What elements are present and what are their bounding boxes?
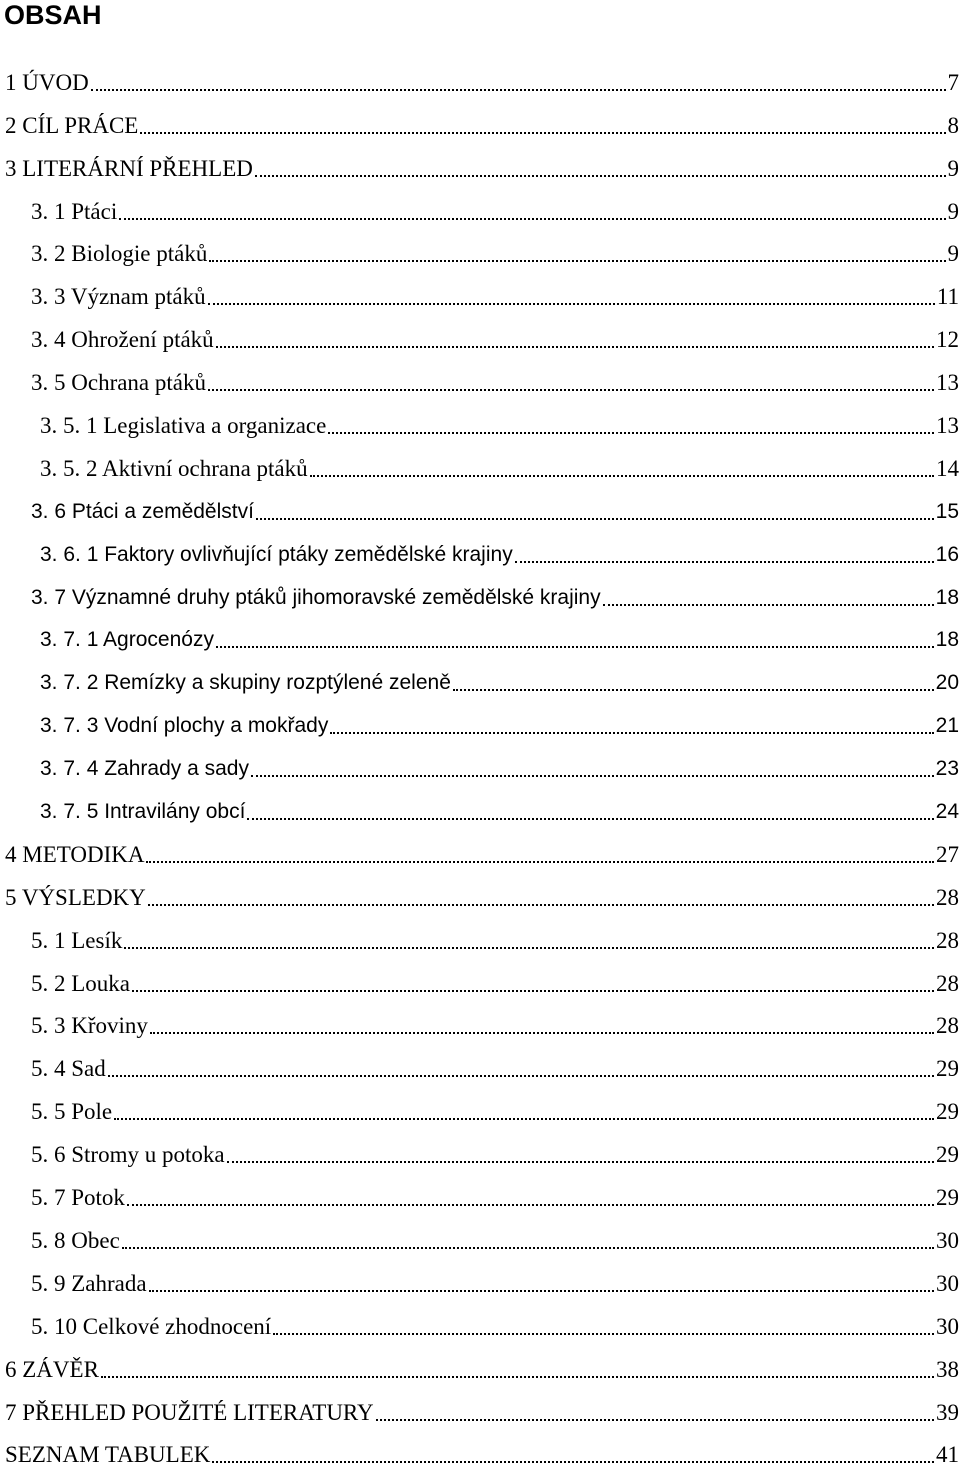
toc-entry[interactable] [0,1040,960,1083]
toc-entry[interactable] [0,1341,960,1384]
toc-entry-label: 7 PŘEHLED POUŽITÉ LITERATURY [5,1399,374,1427]
dot-leader [122,1246,934,1249]
toc-entry[interactable] [0,97,960,140]
toc-entry-page-number: 28 [936,1012,959,1040]
toc-entry[interactable] [0,740,960,783]
toc-entry-page-number: 8 [948,112,960,140]
toc-entry-label: 4 METODIKA [5,841,144,869]
dot-leader [146,860,934,863]
toc-entry-label: 3. 4 Ohrožení ptáků [31,326,214,354]
toc-entry[interactable] [0,440,960,483]
toc-entry-page-number: 14 [936,455,959,483]
toc-entry-label: 3. 5. 1 Legislativa a organizace [40,412,326,440]
toc-entry-label: 3. 7. 5 Intravilány obcí [40,798,245,826]
toc-entry-page-number: 18 [936,626,959,654]
toc-entry-page-number: 15 [936,498,959,526]
toc-entry-label: 5. 1 Lesík [31,927,122,955]
dot-leader [328,431,934,434]
toc-entry-label: 5. 3 Křoviny [31,1012,148,1040]
toc-entry-label: 3. 7 Významné druhy ptáků jihomoravské zemědělské krajiny [31,584,601,612]
toc-entry-page-number: 30 [936,1270,959,1298]
toc-entry-page-number: 29 [936,1098,959,1126]
toc-entry[interactable] [0,526,960,569]
toc-entry-page-number: 7 [948,69,960,97]
dot-leader [603,603,934,606]
dot-leader [515,560,934,563]
toc-entry-page-number: 28 [936,884,959,912]
toc-entry-label: 6 ZÁVĚR [5,1356,99,1384]
toc-entry-page-number: 11 [937,283,959,311]
dot-leader [108,1074,934,1077]
toc-entry[interactable] [0,783,960,826]
toc-entry-label: 3. 6. 1 Faktory ovlivňující ptáky zemědělské krajiny [40,541,513,569]
toc-entry-page-number: 21 [936,712,959,740]
page-title: OBSAH [4,0,102,30]
dot-leader [124,946,934,949]
dot-leader [216,345,934,348]
toc-entry-page-number: 13 [936,369,959,397]
toc-entry[interactable] [0,54,960,97]
toc-entry-page-number: 16 [936,541,959,569]
toc-entry[interactable] [0,1427,960,1469]
toc-entry-label: SEZNAM TABULEK [5,1441,210,1469]
toc-entry[interactable] [0,1169,960,1212]
toc-entry-page-number: 41 [936,1441,959,1469]
dot-leader [247,817,933,820]
toc-entry-page-number: 38 [936,1356,959,1384]
toc-entry[interactable] [0,354,960,397]
toc-entry[interactable] [0,140,960,183]
dot-leader [212,1460,934,1463]
toc-entry[interactable] [0,268,960,311]
toc-entry-label: 3. 5. 2 Aktivní ochrana ptáků [40,455,308,483]
toc-entry-page-number: 9 [948,240,960,268]
toc-entry-label: 3. 1 Ptáci [31,198,117,226]
toc-entry[interactable] [0,1298,960,1341]
toc-entry[interactable] [0,226,960,269]
toc-entry-page-number: 29 [936,1141,959,1169]
toc-entry-page-number: 12 [936,326,959,354]
dot-leader [91,88,946,91]
toc-entry-label: 2 CÍL PRÁCE [5,112,138,140]
toc-entry-label: 5 VÝSLEDKY [5,884,146,912]
toc-entry-label: 5. 4 Sad [31,1055,106,1083]
toc-entry-label: 1 ÚVOD [5,69,89,97]
dot-leader [256,517,934,520]
toc-entry-label: 5. 10 Celkové zhodnocení [31,1313,271,1341]
dot-leader [227,1160,934,1163]
dot-leader [127,1203,934,1206]
toc-entry-label: 5. 9 Zahrada [31,1270,147,1298]
dot-leader [132,989,934,992]
dot-leader [148,903,934,906]
toc-entry[interactable] [0,1255,960,1298]
toc-entry[interactable] [0,397,960,440]
toc-entry[interactable] [0,912,960,955]
toc-entry[interactable] [0,1384,960,1427]
dot-leader [255,174,946,177]
toc-entry-page-number: 30 [936,1313,959,1341]
toc-entry-page-number: 29 [936,1184,959,1212]
dot-leader [209,259,945,262]
toc-entry-label: 3 LITERÁRNÍ PŘEHLED [5,155,253,183]
toc-entry-page-number: 28 [936,927,959,955]
toc-entry[interactable] [0,1083,960,1126]
toc-entry[interactable] [0,998,960,1041]
toc-entry-page-number: 24 [936,798,959,826]
dot-leader [216,645,934,648]
dot-leader [114,1117,934,1120]
dot-leader [310,474,934,477]
toc-entry[interactable] [0,569,960,612]
toc-entry-label: 3. 5 Ochrana ptáků [31,369,206,397]
toc-entry-page-number: 29 [936,1055,959,1083]
toc-entry[interactable] [0,654,960,697]
toc-entry-label: 3. 7. 4 Zahrady a sady [40,755,249,783]
toc-entry-label: 3. 2 Biologie ptáků [31,240,207,268]
toc-entry[interactable] [0,612,960,655]
toc-entry-page-number: 13 [936,412,959,440]
toc-entry-label: 3. 3 Význam ptáků [31,283,206,311]
toc-entry[interactable] [0,183,960,226]
dot-leader [150,1031,934,1034]
dot-leader [251,774,934,777]
toc-entry-label: 5. 2 Louka [31,970,130,998]
toc-entry-page-number: 30 [936,1227,959,1255]
toc-entry-label: 3. 6 Ptáci a zemědělství [31,498,254,526]
dot-leader [101,1375,934,1378]
dot-leader [453,688,934,691]
toc-entry[interactable] [0,869,960,912]
toc-entry-page-number: 9 [948,198,960,226]
dot-leader [273,1332,934,1335]
toc-entry[interactable] [0,1126,960,1169]
toc-entry-label: 5. 6 Stromy u potoka [31,1141,225,1169]
toc-entry-page-number: 23 [936,755,959,783]
toc-entry-label: 3. 7. 2 Remízky a skupiny rozptýlené zeleně [40,669,451,697]
toc-entry[interactable] [0,697,960,740]
dot-leader [330,731,933,734]
toc-entry-label: 3. 7. 3 Vodní plochy a mokřady [40,712,328,740]
toc-entry[interactable] [0,311,960,354]
toc-entry-page-number: 9 [948,155,960,183]
toc-entry-label: 5. 7 Potok [31,1184,125,1212]
toc-entry-page-number: 18 [936,584,959,612]
toc-entry-page-number: 39 [936,1399,959,1427]
toc-entry-page-number: 28 [936,970,959,998]
dot-leader [376,1418,934,1421]
toc-entry[interactable] [0,1212,960,1255]
dot-leader [208,302,935,305]
toc-entry-label: 5. 5 Pole [31,1098,112,1126]
toc-entry-page-number: 20 [936,669,959,697]
toc-entry[interactable] [0,955,960,998]
toc-entry-label: 3. 7. 1 Agrocenózy [40,626,214,654]
dot-leader [149,1289,934,1292]
table-of-contents [0,54,960,1469]
dot-leader [140,131,945,134]
dot-leader [208,388,934,391]
toc-entry[interactable] [0,483,960,526]
toc-entry[interactable] [0,826,960,869]
toc-entry-page-number: 27 [936,841,959,869]
toc-entry-label: 5. 8 Obec [31,1227,120,1255]
dot-leader [119,217,945,220]
